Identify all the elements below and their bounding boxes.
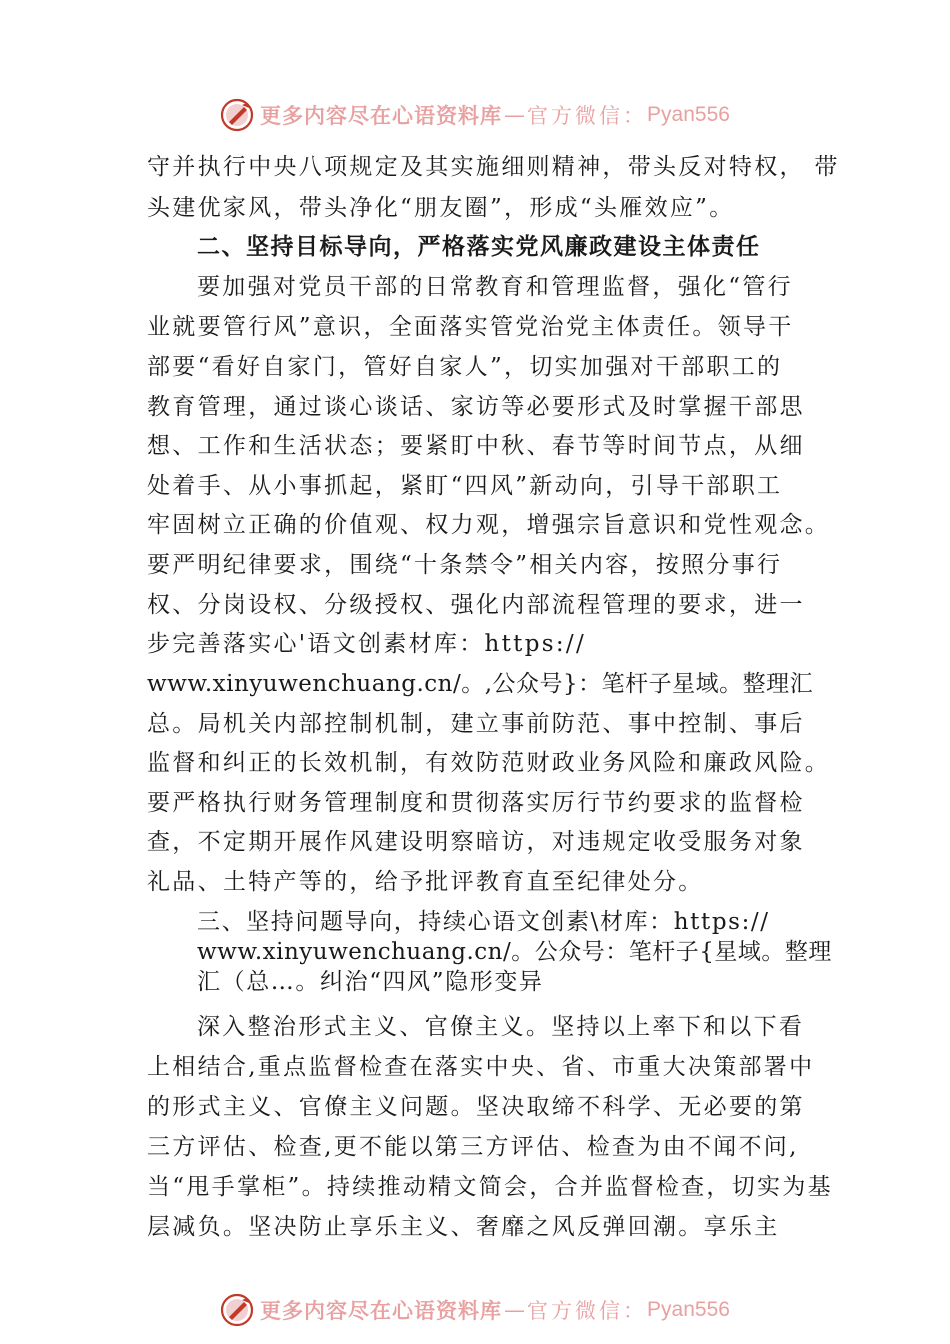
body-line: 深入整治形式主义、官僚主义。坚持以上率下和以下看 [197,1014,805,1040]
body-line: 要加强对党员干部的日常教育和管理监督，强化“管行 [197,274,793,300]
section-heading-3: 三、坚持问题导向，持续心语文创素\材库：https:// [197,909,770,935]
body-line: 总。局机关内部控制机制，建立事前防范、事中控制、事后 [147,711,805,737]
body-line: 层减负。坚决防止享乐主义、奢靡之风反弹回潮。享乐主 [147,1214,780,1240]
header-dash: — [504,103,526,127]
body-line: 守并执行中央八项规定及其实施细则精神，带头反对特权， 带 [147,154,840,180]
body-line: 头建优家风，带头净化“朋友圈”，形成“头雁效应”。 [147,195,735,221]
body-line: 当“甩手掌柜”。持续推动精文简会，合并监督检查，切实为基 [147,1174,833,1200]
header-wechat-id: Pyan556 [647,103,730,126]
header-wechat-label: 官方微信： [527,104,648,128]
footer-brand: 更多内容尽在心语资料库 [260,1299,503,1323]
section-heading-3-cont: 汇（总…。纠治“四风”隐形变异 [197,969,544,995]
body-line: 权、分岗设权、分级授权、强化内部流程管理的要求，进一 [147,592,805,618]
footer-banner [0,1290,950,1330]
body-line: 处着手、从小事抓起，紧盯“四风”新动向，引导干部职工 [147,473,783,499]
body-line: www.xinyuwenchuang.cn/。,公众号}：笔杆子星域。整理汇 [147,671,814,697]
body-line: 部要“看好自家门，管好自家人”，切实加强对干部职工的 [147,354,783,380]
body-line: 业就要管行风”意识，全面落实管党治党主体责任。领导干 [147,314,794,340]
body-line: 的形式主义、官僚主义问题。坚决取缔不科学、无必要的第 [147,1094,805,1120]
body-line: 上相结合,重点监督检查在落实中央、省、市重大决策部署中 [147,1054,815,1080]
body-line: 牢固树立正确的价值观、权力观，增强宗旨意识和党性观念。 [147,512,831,538]
body-line: 要严明纪律要求，围绕“十条禁令”相关内容，按照分事行 [147,552,783,578]
body-line: 想、工作和生活状态；要紧盯中秋、春节等时间节点，从细 [147,433,805,459]
header-banner [0,95,950,135]
brand-logo-icon [220,1293,254,1327]
header-brand: 更多内容尽在心语资料库 [260,104,503,128]
footer-dash: — [504,1298,526,1322]
body-line: 三方评估、检查,更不能以第三方评估、检查为由不闻不问, [147,1134,799,1160]
body-line: 步完善落实心'语文创素材库：https:// [147,631,586,657]
body-line: 监督和纠正的长效机制，有效防范财政业务风险和廉政风险。 [147,750,831,776]
section-heading-3-cont: www.xinyuwenchuang.cn/。公众号：笔杆子{星域。整理 [197,939,832,965]
brand-logo-icon [220,98,254,132]
footer-wechat-label: 官方微信： [527,1299,648,1323]
body-line: 要严格执行财务管理制度和贯彻落实厉行节约要求的监督检 [147,790,805,816]
body-line: 查，不定期开展作风建设明察暗访，对违规定收受服务对象 [147,829,805,855]
body-line: 教育管理，通过谈心谈话、家访等必要形式及时掌握干部思 [147,394,805,420]
body-line: 礼品、土特产等的，给予批评教育直至纪律处分。 [147,869,704,895]
section-heading-2: 二、坚持目标导向，严格落实党风廉政建设主体责任 [197,233,761,260]
footer-wechat-id: Pyan556 [647,1298,730,1321]
